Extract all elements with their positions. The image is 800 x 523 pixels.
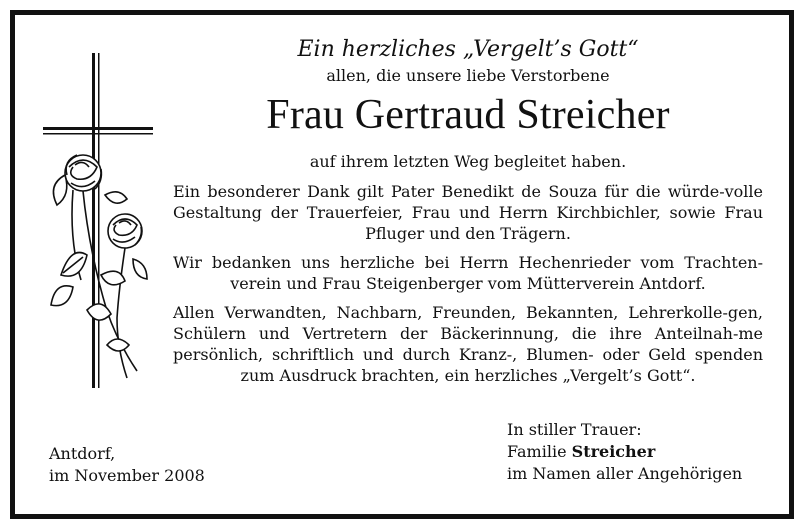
- notice-headline: Ein herzliches „Vergelt’s Gott“: [297, 37, 639, 62]
- obituary-notice: [10, 10, 794, 519]
- mourning-line: In stiller Trauer:: [507, 420, 642, 439]
- thanks-paragraph-2: Wir bedanken uns herzliche bei Herrn Hechenrieder vom Trachten-verein und Frau Steigenberger vom Mütterverein Antdorf.: [173, 253, 763, 293]
- signature-block: [507, 419, 742, 485]
- thanks-paragraph-1: Ein besonderer Dank gilt Pater Benedikt de Souza für die würde-volle Gestaltung der Trauerfeier, Frau und Herrn Kirchbichler, sowie Frau Pfluger und den Trägern.: [173, 182, 763, 243]
- relatives-line: im Namen aller Angehörigen: [507, 464, 743, 483]
- place-date: [49, 443, 205, 487]
- notice-body: [173, 35, 763, 386]
- family-line: [507, 441, 742, 463]
- notice-intro: allen, die unsere liebe Verstorbene: [326, 66, 610, 85]
- thanks-paragraph-3: Allen Verwandten, Nachbarn, Freunden, Bekannten, Lehrerkolle-gen, Schülern und Vertretern der Bäckerinnung, die ihre Anteilnah-me persönlich, schriftlich und durch Kranz-, Blumen- oder Geld spenden zum Ausdruck brachten, ein herzliches „Vergelt’s Gott“.: [173, 303, 763, 385]
- cross-with-roses-icon: [43, 45, 153, 390]
- date: im November 2008: [49, 466, 205, 485]
- place: Antdorf,: [49, 444, 116, 463]
- notice-accompany: auf ihrem letzten Weg begleitet haben.: [309, 152, 627, 171]
- family-prefix: Familie: [507, 442, 572, 461]
- family-name: Streicher: [571, 442, 656, 461]
- deceased-name: Frau Gertraud Streicher: [266, 92, 670, 138]
